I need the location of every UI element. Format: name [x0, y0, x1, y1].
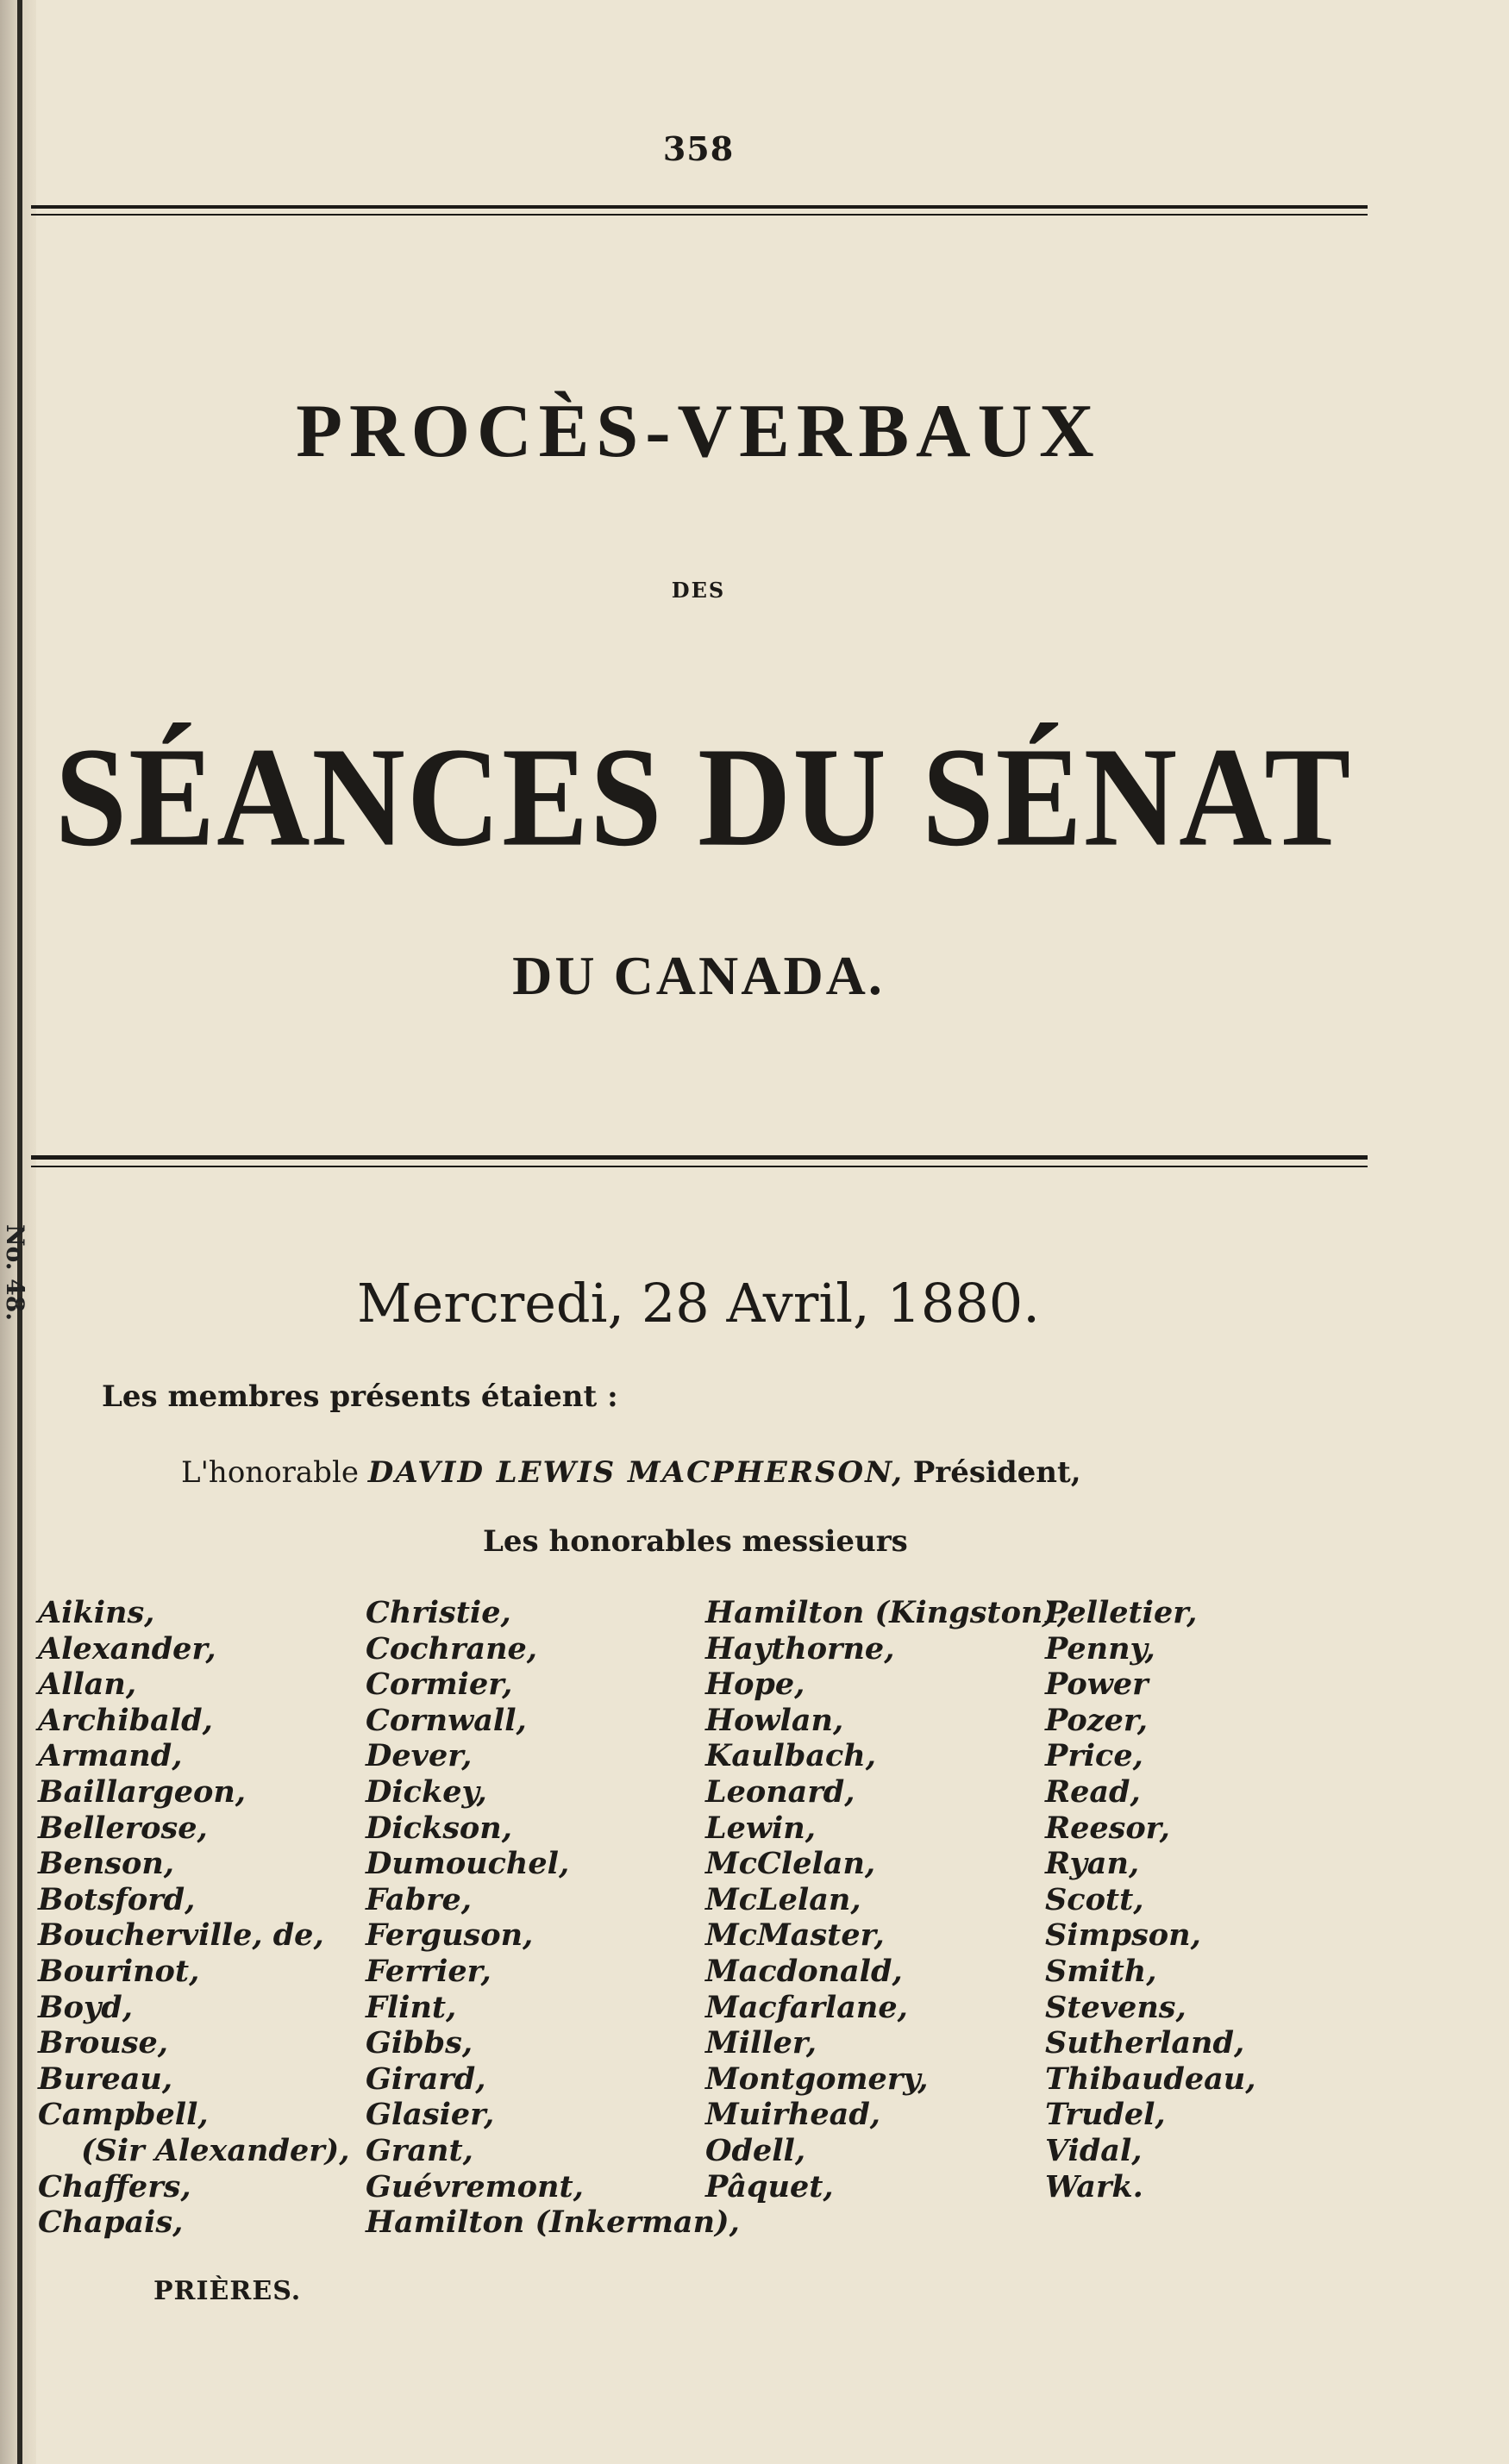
member-name: Read,	[1045, 1773, 1141, 1810]
session-date: Mercredi, 28 Avril, 1880.	[357, 1272, 1040, 1335]
member-name: Penny,	[1045, 1630, 1155, 1667]
member-name: Ferrier,	[366, 1953, 492, 1989]
member-name: Cochrane,	[366, 1630, 537, 1667]
member-name: Dumouchel,	[366, 1846, 570, 1882]
middle-rule	[31, 1155, 1368, 1160]
member-name: Howlan,	[705, 1702, 844, 1738]
member-name: Price,	[1045, 1738, 1143, 1774]
member-name: Reesor,	[1045, 1810, 1170, 1846]
member-name: Fabre,	[366, 1881, 472, 1917]
member-name: Dickson,	[366, 1810, 512, 1846]
member-name: Stevens,	[1045, 1989, 1187, 2025]
member-name: Simpson,	[1045, 1917, 1201, 1954]
member-name: Vidal,	[1045, 2132, 1143, 2168]
member-name: Glasier,	[366, 2097, 495, 2133]
member-name: Hope,	[705, 1667, 805, 1703]
member-name: Miller,	[705, 2025, 817, 2061]
member-name: Brouse,	[38, 2025, 168, 2061]
member-name: Christie,	[366, 1595, 511, 1630]
president-prefix: L'honorable	[181, 1455, 359, 1490]
title-proces-verbaux: PROCÈS-VERBAUX	[296, 390, 1101, 473]
member-name: Lewin,	[705, 1810, 816, 1846]
member-name: Hamilton (Kingston),	[705, 1595, 1068, 1630]
president-title: Président,	[912, 1455, 1081, 1490]
members-heading: Les honorables messieurs	[483, 1524, 908, 1559]
member-name: Bellerose,	[38, 1810, 208, 1846]
member-name: McClelan,	[705, 1846, 876, 1882]
member-name: Armand,	[38, 1738, 183, 1774]
member-name: Bureau,	[38, 2061, 173, 2097]
member-name: Sutherland,	[1045, 2025, 1245, 2061]
members-column-1	[38, 1595, 366, 2241]
member-name: Hamilton (Inkerman),	[366, 2204, 740, 2241]
member-name: Kaulbach,	[705, 1738, 876, 1774]
member-name: Gibbs,	[366, 2025, 473, 2061]
member-name: Archibald,	[38, 1702, 213, 1738]
member-name: Chaffers,	[38, 2168, 191, 2204]
members-column-3	[705, 1595, 1068, 2204]
president-line	[181, 1455, 1216, 1490]
member-name: Dever,	[366, 1738, 473, 1774]
side-note: No. 48.	[1, 1224, 29, 1321]
title-des: DES	[671, 578, 726, 603]
member-name: Grant,	[366, 2132, 473, 2168]
member-name: Girard,	[366, 2061, 486, 2097]
member-name: Odell,	[705, 2132, 806, 2168]
title-du-canada: DU CANADA.	[512, 945, 885, 1006]
member-name: Thibaudeau,	[1045, 2061, 1256, 2097]
member-name: Power	[1045, 1667, 1149, 1703]
member-name: (Sir Alexander),	[81, 2132, 350, 2168]
member-name: Wark.	[1045, 2168, 1143, 2204]
member-name: Leonard,	[705, 1773, 855, 1810]
member-name: Allan,	[38, 1667, 137, 1703]
member-name: Smith,	[1045, 1953, 1157, 1989]
member-name: McLelan,	[705, 1881, 861, 1917]
member-name: Boucherville, de,	[38, 1917, 324, 1954]
member-name: Macdonald,	[705, 1953, 903, 1989]
member-name: Guévremont,	[366, 2168, 584, 2204]
top-rule	[31, 205, 1368, 209]
member-name: Benson,	[38, 1846, 174, 1882]
member-name: Haythorne,	[705, 1630, 895, 1667]
member-name: Ferguson,	[366, 1917, 534, 1954]
members-column-2	[366, 1595, 740, 2241]
member-name: Baillargeon,	[38, 1773, 246, 1810]
member-name: Cornwall,	[366, 1702, 527, 1738]
members-column-4	[1045, 1595, 1321, 2204]
member-name: Pozer,	[1045, 1702, 1148, 1738]
middle-rule-thin	[31, 1166, 1368, 1167]
page-number: 358	[662, 129, 735, 168]
member-name: Botsford,	[38, 1881, 196, 1917]
member-name: Bourinot,	[38, 1953, 200, 1989]
member-name: McMaster,	[705, 1917, 885, 1954]
member-name: Trudel,	[1045, 2097, 1166, 2133]
president-name: DAVID LEWIS MACPHERSON,	[367, 1455, 904, 1490]
member-name: Chapais,	[38, 2204, 184, 2241]
members-intro: Les membres présents étaient :	[102, 1379, 618, 1414]
member-name: Muirhead,	[705, 2097, 880, 2133]
member-name: Montgomery,	[705, 2061, 929, 2097]
member-name: Macfarlane,	[705, 1989, 908, 2025]
member-name: Campbell,	[38, 2097, 209, 2133]
prayers-heading: PRIÈRES.	[153, 2276, 302, 2306]
title-seances-du-senat: SÉANCES DU SÉNAT	[54, 718, 1353, 876]
member-name: Scott,	[1045, 1881, 1144, 1917]
member-name: Dickey,	[366, 1773, 487, 1810]
member-name: Flint,	[366, 1989, 457, 2025]
member-name: Ryan,	[1045, 1846, 1140, 1882]
member-name: Cormier,	[366, 1667, 513, 1703]
member-name: Boyd,	[38, 1989, 133, 2025]
member-name: Pelletier,	[1045, 1595, 1198, 1630]
member-name: Alexander,	[38, 1630, 216, 1667]
top-rule-thin	[31, 214, 1368, 216]
member-name: Aikins,	[38, 1595, 155, 1630]
member-name: Pâquet,	[705, 2168, 834, 2204]
